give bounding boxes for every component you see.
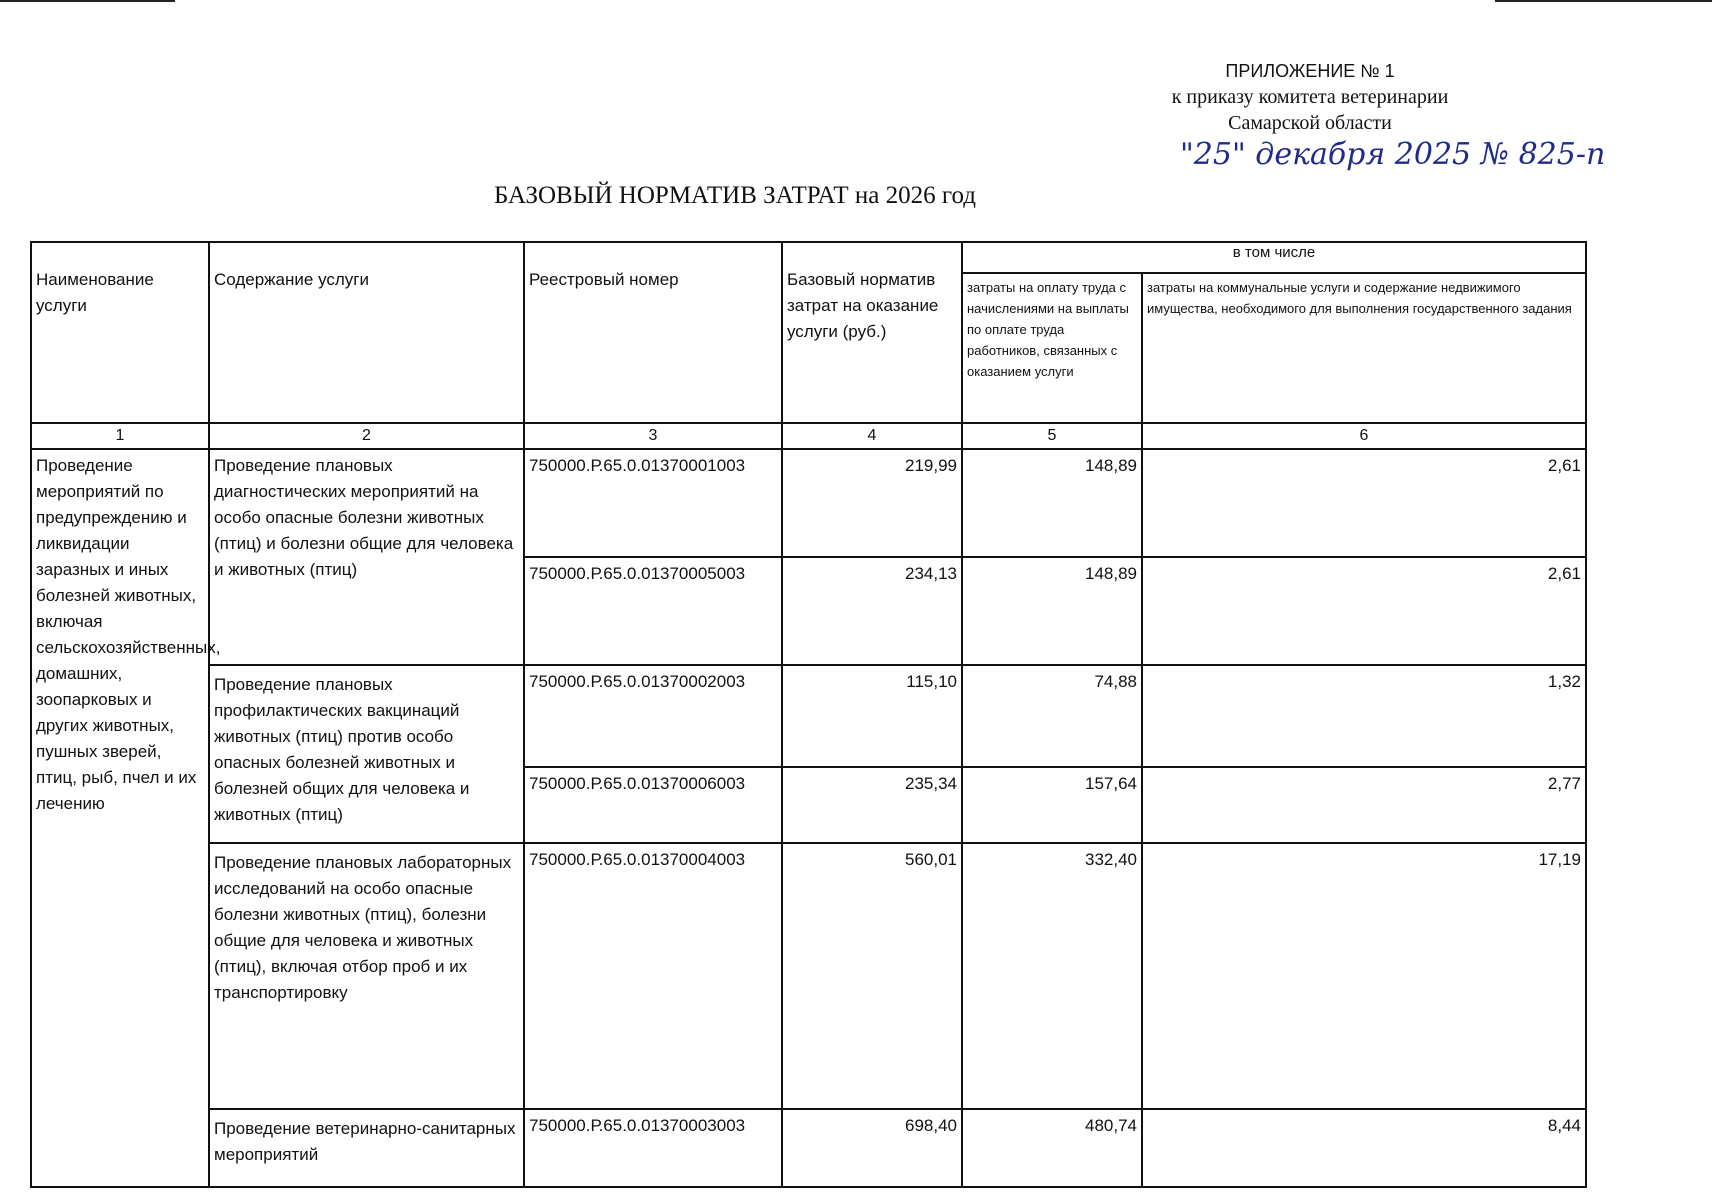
utility-cost-cell: 2,61 — [1142, 449, 1586, 557]
column-number: 4 — [782, 423, 962, 449]
appendix-region-line: Самарской области — [1228, 112, 1392, 134]
base-norm-cell: 234,13 — [782, 557, 962, 665]
registry-number-cell: 750000.Р.65.0.01370004003 — [524, 843, 782, 1109]
utility-cost-cell: 17,19 — [1142, 843, 1586, 1109]
header-labor-costs: затраты на оплату труда с начислениями на выплаты по оплате труда работников, связанных с оказанием услуги — [962, 273, 1142, 423]
header-base-norm: Базовый норматив затрат на оказание услуги (руб.) — [782, 242, 962, 423]
header-service-name: Наименование услуги — [31, 242, 209, 423]
labor-cost-cell: 74,88 — [962, 665, 1142, 767]
cost-norm-table — [30, 241, 1587, 1188]
base-norm-cell: 219,99 — [782, 449, 962, 557]
registry-number-cell: 750000.Р.65.0.01370003003 — [524, 1109, 782, 1187]
column-number: 5 — [962, 423, 1142, 449]
labor-cost-cell: 332,40 — [962, 843, 1142, 1109]
page-title: БАЗОВЫЙ НОРМАТИВ ЗАТРАТ на 2026 год — [493, 182, 976, 209]
handwritten-order-date-svg — [1180, 130, 1606, 180]
registry-number-cell: 750000.Р.65.0.01370002003 — [524, 665, 782, 767]
labor-cost-cell: 157,64 — [962, 767, 1142, 843]
labor-cost-cell: 148,89 — [962, 557, 1142, 665]
base-norm-cell: 560,01 — [782, 843, 962, 1109]
header-including: в том числе — [962, 242, 1586, 273]
column-number: 6 — [1142, 423, 1586, 449]
labor-cost-cell: 480,74 — [962, 1109, 1142, 1187]
appendix-order-line: к приказу комитета ветеринарии — [1171, 86, 1449, 108]
utility-cost-cell: 8,44 — [1142, 1109, 1586, 1187]
table-row — [31, 843, 1586, 1109]
handwritten-order-date-text: "25" декабря 2025 № 825-п — [1180, 137, 1606, 172]
registry-number-cell: 750000.Р.65.0.01370001003 — [524, 449, 782, 557]
scan-edge-right — [1495, 0, 1712, 2]
appendix-number: ПРИЛОЖЕНИЕ № 1 — [1225, 61, 1395, 81]
column-number: 1 — [31, 423, 209, 449]
column-number: 3 — [524, 423, 782, 449]
utility-cost-cell: 1,32 — [1142, 665, 1586, 767]
column-number-row — [31, 423, 1586, 449]
service-content-cell: Проведение плановых лабораторных исследований на особо опасные болезни животных (птиц), болезни общие для человека и животных (птиц), включая отбор проб и их транспортировку — [209, 843, 524, 1109]
service-content-cell: Проведение ветеринарно-санитарных мероприятий — [209, 1109, 524, 1187]
header-service-content: Содержание услуги — [209, 242, 524, 423]
header-registry-number: Реестровый номер — [524, 242, 782, 423]
table-row — [31, 1109, 1586, 1187]
header-row — [31, 242, 1586, 273]
table-row — [31, 665, 1586, 767]
table-row — [31, 449, 1586, 557]
base-norm-cell: 235,34 — [782, 767, 962, 843]
registry-number-cell: 750000.Р.65.0.01370006003 — [524, 767, 782, 843]
labor-cost-cell: 148,89 — [962, 449, 1142, 557]
header-utility-costs: затраты на коммунальные услуги и содержание недвижимого имущества, необходимого для выполнения государственного задания — [1142, 273, 1586, 423]
service-content-cell: Проведение плановых профилактических вакцинаций животных (птиц) против особо опасных болезней животных и болезней общих для человека и животных (птиц) — [209, 665, 524, 843]
base-norm-cell: 698,40 — [782, 1109, 962, 1187]
column-number: 2 — [209, 423, 524, 449]
service-name-cell: Проведение мероприятий по предупреждению и ликвидации заразных и иных болезней животных, включая сельскохозяйственных, домашних, зоопарковых и других животных, пушных зверей, птиц, рыб, пчел и их лечению — [31, 449, 209, 1187]
utility-cost-cell: 2,61 — [1142, 557, 1586, 665]
scan-edge-left — [0, 0, 175, 2]
base-norm-cell: 115,10 — [782, 665, 962, 767]
table-body — [31, 242, 1586, 1187]
appendix-block — [1160, 58, 1460, 136]
handwritten-order-date — [1180, 130, 1606, 180]
service-content-cell: Проведение плановых диагностических мероприятий на особо опасные болезни животных (птиц) и болезни общие для человека и животных (птиц) — [209, 449, 524, 665]
registry-number-cell: 750000.Р.65.0.01370005003 — [524, 557, 782, 665]
utility-cost-cell: 2,77 — [1142, 767, 1586, 843]
